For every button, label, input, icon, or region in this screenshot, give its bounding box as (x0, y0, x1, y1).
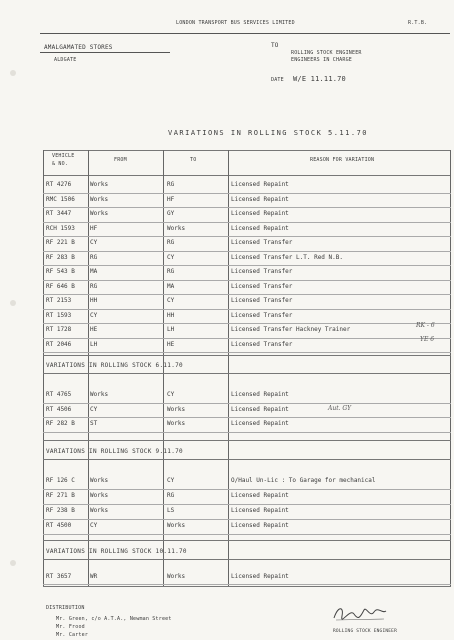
to-cell: MA (167, 282, 175, 290)
from-cell: Works (90, 210, 109, 217)
to-cell: Works (167, 224, 186, 232)
distribution-line: Mr. Green, c/o A.T.A., Newman Street (56, 616, 172, 622)
table-row (43, 294, 451, 308)
vehicle-no-cell: RT 3447 (46, 210, 72, 217)
signature (330, 602, 390, 624)
handwritten-note: RK - 6 (416, 322, 435, 329)
from-rule (40, 52, 170, 53)
date-value: W/E 11.11.70 (293, 75, 346, 83)
to-cell: CY (167, 297, 175, 304)
reason-cell: Licensed Repaint (231, 391, 289, 398)
from-org: AMALGAMATED STORES (44, 44, 113, 51)
reason-cell: Licensed Repaint (231, 224, 289, 232)
from-cell: Works (90, 181, 109, 188)
to-cell: CY (167, 477, 175, 484)
reason-cell: Licensed Transfer L.T. Red N.B. (231, 253, 343, 261)
from-cell: RG (90, 282, 98, 290)
from-cell: CY (90, 239, 98, 246)
vehicle-no-cell: RT 4500 (46, 522, 72, 529)
vehicle-no-cell: RT 2153 (46, 297, 72, 304)
col-header-reason: REASON FOR VARIATION (310, 157, 375, 163)
vehicle-no-cell: RF 282 B (46, 420, 75, 427)
from-cell: Works (90, 391, 109, 398)
distribution-label: DISTRIBUTION (46, 605, 85, 611)
table-row (43, 519, 451, 533)
table-row (43, 251, 451, 265)
section-rule (43, 373, 451, 374)
table-row (43, 193, 451, 207)
vehicle-no-cell: RF 646 B (46, 282, 75, 290)
from-cell: ST (90, 420, 98, 427)
punch-hole (10, 70, 16, 76)
reason-cell: Licensed Repaint (231, 522, 289, 529)
table-row (43, 338, 451, 352)
from-cell: RG (90, 253, 98, 261)
to-cell: RG (167, 239, 175, 246)
reason-cell: Licensed Repaint (231, 573, 289, 580)
punch-hole (10, 560, 16, 566)
to-cell: RG (167, 492, 175, 499)
from-cell: HH (90, 297, 98, 304)
vehicle-no-cell: RF 271 B (46, 492, 75, 499)
to-cell: HH (167, 311, 175, 319)
from-cell: Works (90, 477, 109, 484)
vehicle-no-cell: RT 4276 (46, 181, 72, 188)
reason-cell: Licensed Repaint (231, 420, 289, 427)
reason-cell: Licensed Transfer (231, 311, 293, 319)
to-label: TO (271, 42, 279, 49)
table-row (43, 207, 451, 221)
section-rule (43, 559, 451, 560)
distribution-line: Mr. Frood (56, 624, 85, 630)
table-row (43, 403, 451, 417)
section-rule (43, 459, 451, 460)
table-row (43, 309, 451, 323)
table-row (43, 417, 451, 431)
vehicle-no-cell: RT 1593 (46, 311, 72, 319)
table-row (43, 178, 451, 192)
to-cell: Works (167, 405, 186, 413)
form-ref: R.T.B. (408, 20, 428, 26)
section-heading: VARIATIONS IN ROLLING STOCK 6.11.70 (46, 362, 183, 369)
from-cell: CY (90, 522, 98, 529)
handwritten-note: Aut. GY (328, 405, 352, 412)
row-rule (43, 432, 451, 433)
signature-title: ROLLING STOCK ENGINEER (333, 629, 398, 634)
vehicle-no-cell: RT 2046 (46, 340, 72, 348)
to-cell: CY (167, 391, 175, 398)
from-cell: Works (90, 195, 109, 203)
from-cell: CY (90, 311, 98, 319)
to-cell: CY (167, 253, 175, 261)
vehicle-no-cell: RMC 1506 (46, 195, 75, 203)
reason-cell: Licensed Transfer Hackney Trainer (231, 326, 351, 333)
table-row (43, 236, 451, 250)
punch-hole (10, 300, 16, 306)
vehicle-no-cell: RF 543 B (46, 268, 75, 275)
table-row (43, 323, 451, 337)
section-rule (43, 540, 451, 541)
reason-cell: Licensed Transfer (231, 239, 293, 246)
to-cell: Works (167, 573, 186, 580)
to-cell: GY (167, 210, 175, 217)
from-cell: LH (90, 340, 98, 348)
col-header-to: TO (190, 157, 197, 163)
vehicle-no-cell: RF 283 B (46, 253, 75, 261)
section-heading: VARIATIONS IN ROLLING STOCK 9.11.70 (46, 448, 183, 455)
table-row (43, 280, 451, 294)
to-cell: LS (167, 507, 175, 514)
col-header-vehicle-no: & NO. (52, 161, 69, 167)
vehicle-no-cell: RF 221 B (46, 239, 75, 246)
reason-cell: Licensed Transfer (231, 297, 293, 304)
reason-cell: Licensed Transfer (231, 268, 293, 275)
table-header-rule (43, 175, 451, 176)
table-row (43, 265, 451, 279)
vehicle-no-cell: RF 126 C (46, 477, 75, 484)
reason-cell: Licensed Repaint (231, 181, 289, 188)
from-cell: Works (90, 492, 109, 499)
table-row (43, 489, 451, 503)
from-cell: HE (90, 326, 98, 333)
table-row (43, 504, 451, 518)
to-cell: Works (167, 420, 186, 427)
reason-cell: Licensed Repaint (231, 195, 289, 203)
to-cell: HE (167, 340, 175, 348)
reason-cell: Licensed Repaint (231, 507, 289, 514)
to-cell: Works (167, 522, 186, 529)
to-line2: ENGINEERS IN CHARGE (291, 57, 352, 63)
table-row (43, 570, 451, 584)
from-cell: Works (90, 507, 109, 514)
section-heading: VARIATIONS IN ROLLING STOCK 10.11.70 (46, 548, 187, 555)
col-header-from: FROM (114, 157, 127, 163)
header-rule (40, 33, 450, 34)
row-rule (43, 352, 451, 353)
vehicle-no-cell: RCH 1593 (46, 224, 75, 232)
table-row (43, 474, 451, 488)
distribution-line: Mr. Carter (56, 632, 89, 638)
from-sub: ALDGATE (54, 57, 77, 63)
to-cell: LH (167, 326, 175, 333)
handwritten-note: YE 6 (420, 336, 435, 343)
vehicle-no-cell: RT 4506 (46, 405, 72, 413)
reason-cell: Licensed Repaint (231, 405, 289, 413)
reason-cell: Licensed Repaint (231, 210, 289, 217)
from-cell: CY (90, 405, 98, 413)
vehicle-no-cell: RT 3657 (46, 573, 72, 580)
vehicle-no-cell: RT 1728 (46, 326, 72, 333)
table-row (43, 388, 451, 402)
section-rule (43, 440, 451, 441)
row-rule (43, 534, 451, 535)
to-cell: RG (167, 268, 175, 275)
table-top-rule (43, 150, 451, 151)
table-bottom-rule (43, 586, 451, 587)
from-cell: MA (90, 268, 98, 275)
reason-cell: Licensed Transfer (231, 340, 293, 348)
reason-cell: O/Haul Un-Lic : To Garage for mechanical (231, 477, 376, 484)
from-cell: HF (90, 224, 98, 232)
reason-cell: Licensed Repaint (231, 492, 289, 499)
reason-cell: Licensed Transfer (231, 282, 293, 290)
section-rule (43, 355, 451, 356)
date-label: DATE (271, 77, 284, 83)
table-row (43, 222, 451, 236)
org-name: LONDON TRANSPORT BUS SERVICES LIMITED (176, 20, 295, 26)
to-cell: RG (167, 181, 175, 188)
row-rule (43, 584, 451, 585)
from-cell: WR (90, 573, 98, 580)
page-title: VARIATIONS IN ROLLING STOCK 5.11.70 (168, 129, 369, 137)
vehicle-no-cell: RF 238 B (46, 507, 75, 514)
col-header-vehicle: VEHICLE (52, 153, 75, 159)
vehicle-no-cell: RT 4765 (46, 391, 72, 398)
to-cell: HF (167, 195, 175, 203)
to-line1: ROLLING STOCK ENGINEER (291, 50, 362, 56)
